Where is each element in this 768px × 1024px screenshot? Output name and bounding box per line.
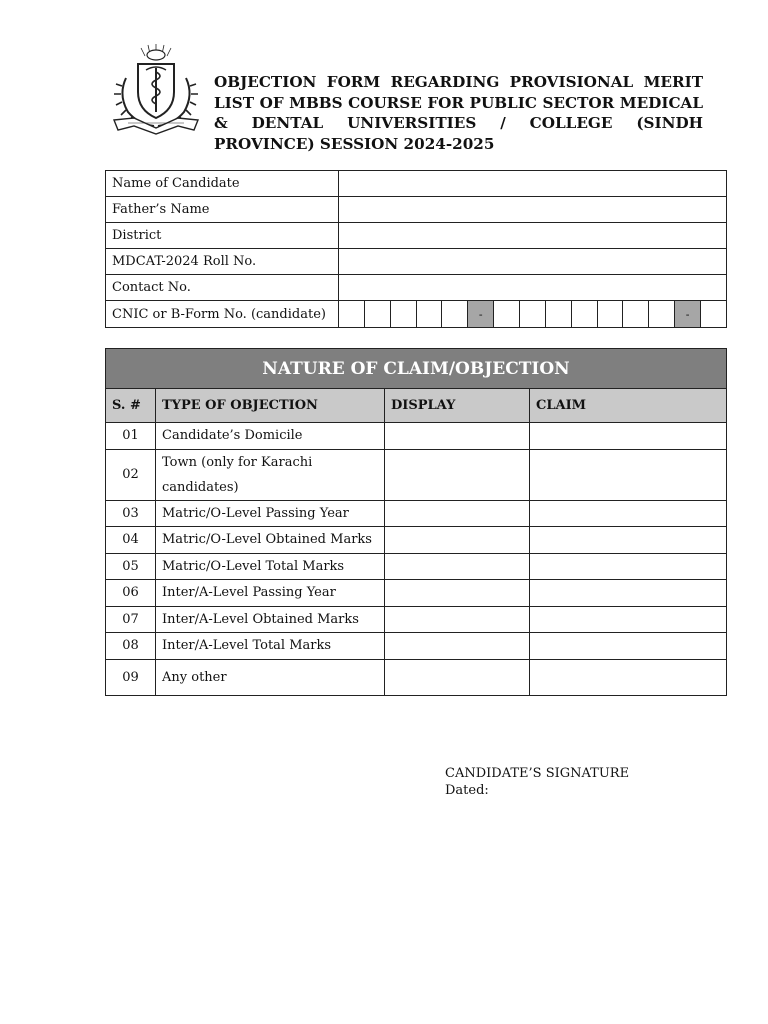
field-label: Contact No. [106, 275, 339, 301]
row-type: Matric/O-Level Passing Year [156, 500, 385, 527]
signature-block [445, 765, 629, 799]
signature-label: CANDIDATE’S SIGNATURE [445, 766, 630, 781]
cnic-input[interactable] [339, 301, 727, 328]
row-sn: 08 [106, 633, 156, 660]
cnic-digit-box[interactable] [391, 301, 417, 327]
row-sn: 04 [106, 527, 156, 554]
display-cell[interactable] [385, 500, 530, 527]
cnic-digit-box[interactable] [546, 301, 572, 327]
row-type: Matric/O-Level Obtained Marks [156, 527, 385, 554]
claim-cell[interactable] [530, 553, 727, 580]
contact-no-input[interactable] [339, 275, 727, 301]
cnic-digit-box[interactable] [701, 301, 726, 327]
display-cell[interactable] [385, 606, 530, 633]
cnic-separator: - [468, 301, 494, 327]
table-row [106, 449, 727, 500]
cnic-digit-box[interactable] [442, 301, 468, 327]
display-cell[interactable] [385, 527, 530, 554]
row-type: Town (only for Karachi candidates) [156, 449, 385, 500]
university-crest-icon [108, 40, 204, 136]
row-type: Inter/A-Level Obtained Marks [156, 606, 385, 633]
table-row [106, 659, 727, 695]
claim-cell[interactable] [530, 527, 727, 554]
column-header-display: DISPLAY [385, 389, 530, 423]
cnic-digit-box[interactable] [623, 301, 649, 327]
candidate-info-table [105, 170, 727, 328]
cnic-digit-box[interactable] [365, 301, 391, 327]
info-row [106, 275, 727, 301]
claim-cell[interactable] [530, 500, 727, 527]
roll-no-input[interactable] [339, 249, 727, 275]
table-row [106, 633, 727, 660]
claim-cell[interactable] [530, 633, 727, 660]
claim-cell[interactable] [530, 580, 727, 607]
display-cell[interactable] [385, 633, 530, 660]
claims-heading-row [106, 349, 727, 389]
field-label: Name of Candidate [106, 171, 339, 197]
table-row [106, 553, 727, 580]
claim-cell[interactable] [530, 449, 727, 500]
district-input[interactable] [339, 223, 727, 249]
dated-label: Dated: [445, 783, 489, 798]
row-type: Candidate’s Domicile [156, 423, 385, 450]
claims-table [105, 348, 727, 696]
row-sn: 05 [106, 553, 156, 580]
info-row [106, 301, 727, 328]
row-sn: 06 [106, 580, 156, 607]
row-type: Inter/A-Level Passing Year [156, 580, 385, 607]
info-row [106, 249, 727, 275]
row-sn: 07 [106, 606, 156, 633]
cnic-digit-box[interactable] [494, 301, 520, 327]
claims-heading: NATURE OF CLAIM/OBJECTION [106, 349, 727, 389]
cnic-digit-box[interactable] [572, 301, 598, 327]
cnic-digit-box[interactable] [520, 301, 546, 327]
column-header-sn: S. # [106, 389, 156, 423]
table-row [106, 500, 727, 527]
display-cell[interactable] [385, 580, 530, 607]
field-label: District [106, 223, 339, 249]
cnic-separator: - [675, 301, 701, 327]
table-row [106, 580, 727, 607]
row-sn: 03 [106, 500, 156, 527]
fathers-name-input[interactable] [339, 197, 727, 223]
cnic-digit-box[interactable] [649, 301, 675, 327]
display-cell[interactable] [385, 659, 530, 695]
display-cell[interactable] [385, 449, 530, 500]
field-label: MDCAT-2024 Roll No. [106, 249, 339, 275]
info-row [106, 197, 727, 223]
cnic-digit-boxes [339, 301, 726, 327]
info-row [106, 171, 727, 197]
column-header-row [106, 389, 727, 423]
column-header-claim: CLAIM [530, 389, 727, 423]
row-sn: 01 [106, 423, 156, 450]
cnic-digit-box[interactable] [417, 301, 443, 327]
field-label: CNIC or B-Form No. (candidate) [106, 301, 339, 328]
table-row [106, 606, 727, 633]
claim-cell[interactable] [530, 659, 727, 695]
display-cell[interactable] [385, 423, 530, 450]
table-row [106, 423, 727, 450]
row-type: Matric/O-Level Total Marks [156, 553, 385, 580]
claim-cell[interactable] [530, 606, 727, 633]
cnic-digit-box[interactable] [339, 301, 365, 327]
claim-cell[interactable] [530, 423, 727, 450]
info-row [106, 223, 727, 249]
name-of-candidate-input[interactable] [339, 171, 727, 197]
table-row [106, 527, 727, 554]
row-type: Inter/A-Level Total Marks [156, 633, 385, 660]
column-header-type: TYPE OF OBJECTION [156, 389, 385, 423]
row-sn: 02 [106, 449, 156, 500]
cnic-digit-box[interactable] [598, 301, 624, 327]
form-title: OBJECTION FORM REGARDING PROVISIONAL MERIT LIST OF MBBS COURSE FOR PUBLIC SECTOR MEDICAL & DENTAL UNIVERSITIES / COLLEGE (SINDH PROVINCE) SESSION 2024-2025 [214, 73, 703, 153]
row-type: Any other [156, 659, 385, 695]
field-label: Father’s Name [106, 197, 339, 223]
row-sn: 09 [106, 659, 156, 695]
display-cell[interactable] [385, 553, 530, 580]
